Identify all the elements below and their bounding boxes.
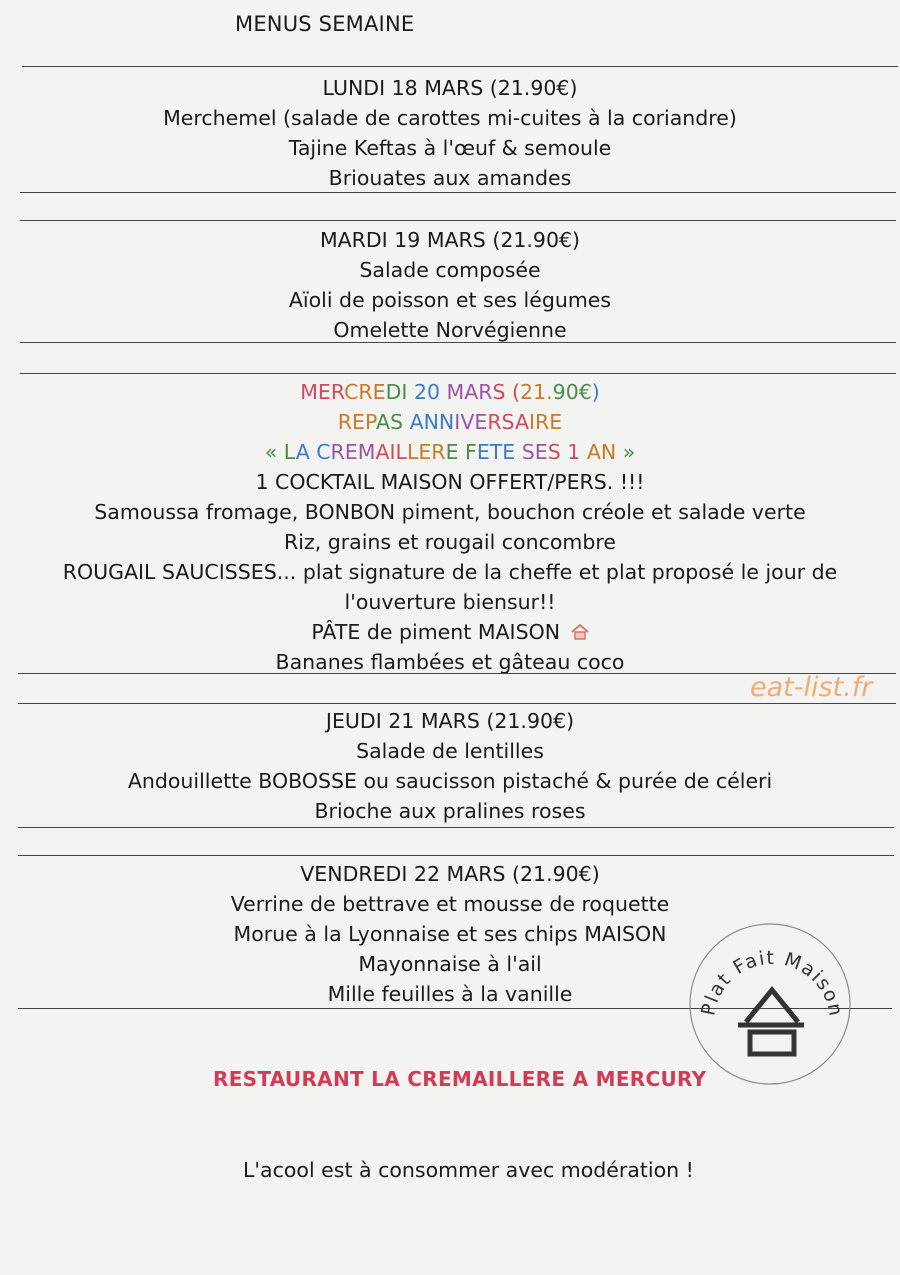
divider xyxy=(20,192,896,193)
menu-line: Samoussa fromage, BONBON piment, bouchon créole et salade verte xyxy=(94,500,806,524)
rainbow-chunk: 20 xyxy=(413,380,447,404)
rainbow-chunk: MER xyxy=(300,380,345,404)
rainbow-chunk: » xyxy=(616,440,636,464)
rainbow-chunk: RSA xyxy=(487,410,529,434)
day-monday xyxy=(0,73,900,193)
divider xyxy=(18,703,896,704)
rainbow-chunk: ETE xyxy=(476,440,516,464)
menu-line: Morue à la Lyonnaise et ses chips MAISON xyxy=(233,922,667,946)
menu-line-with-icon xyxy=(0,617,900,647)
menu-line: Riz, grains et rougail concombre xyxy=(284,530,616,554)
menu-line: Bananes flambées et gâteau coco xyxy=(275,650,625,674)
rainbow-chunk: LER xyxy=(406,440,446,464)
rainbow-chunk: AIL xyxy=(375,440,407,464)
rainbow-chunk: AS xyxy=(376,410,410,434)
day-wednesday xyxy=(0,377,900,677)
day-heading: MARDI 19 MARS (21.90€) xyxy=(319,228,581,252)
menu-line: PÂTE de piment MAISON xyxy=(311,620,561,644)
menu-line: Mayonnaise à l'ail xyxy=(358,952,542,976)
divider xyxy=(18,855,894,856)
menu-line: l'ouverture biensur!! xyxy=(344,590,556,614)
watermark: eat-list.fr xyxy=(750,672,873,703)
menu-title: MENUS SEMAINE xyxy=(235,12,415,36)
event-subheading xyxy=(0,407,900,437)
rainbow-chunk: REM xyxy=(330,440,376,464)
day-heading xyxy=(0,377,900,407)
menu-line: Omelette Norvégienne xyxy=(333,318,567,342)
menu-line: Verrine de bettrave et mousse de roquette xyxy=(230,892,670,916)
rainbow-chunk: 21. xyxy=(520,380,553,404)
day-heading: JEUDI 21 MARS (21.90€) xyxy=(325,709,575,733)
plat-fait-maison-stamp xyxy=(688,922,852,1086)
rainbow-chunk: IRE xyxy=(528,410,563,434)
house-icon xyxy=(571,618,589,648)
rainbow-chunk: 90€ xyxy=(552,380,592,404)
rainbow-chunk: DI xyxy=(385,380,414,404)
rainbow-chunk: S ( xyxy=(492,380,521,404)
rainbow-chunk: A C xyxy=(295,440,331,464)
menu-line: ROUGAIL SAUCISSES... plat signature de la cheffe et plat proposé le jour de xyxy=(62,560,838,584)
menu-line: Salade composée xyxy=(359,258,541,282)
svg-text:Plat Fait Maison xyxy=(697,947,847,1019)
menu-line: Brioche aux pralines roses xyxy=(314,799,586,823)
divider xyxy=(18,827,894,828)
divider xyxy=(20,220,896,221)
day-heading: VENDREDI 22 MARS (21.90€) xyxy=(300,862,600,886)
divider xyxy=(20,342,896,343)
menu-line: 1 COCKTAIL MAISON OFFERT/PERS. !!! xyxy=(255,470,645,494)
rainbow-chunk: AN xyxy=(580,440,617,464)
rainbow-chunk: CRE xyxy=(344,380,386,404)
rainbow-chunk: ANN xyxy=(409,410,455,434)
day-heading: LUNDI 18 MARS (21.90€) xyxy=(322,76,578,100)
rainbow-chunk: IVE xyxy=(454,410,488,434)
menu-line: Salade de lentilles xyxy=(356,739,544,763)
rainbow-chunk: REP xyxy=(337,410,377,434)
divider xyxy=(22,66,898,67)
menu-line: Mille feuilles à la vanille xyxy=(327,982,573,1006)
menu-line: Andouillette BOBOSSE ou saucisson pistaché & purée de céleri xyxy=(127,769,773,793)
rainbow-chunk: SE xyxy=(515,440,548,464)
rainbow-chunk: E F xyxy=(445,440,477,464)
alcohol-disclaimer: L'acool est à consommer avec modération ! xyxy=(243,1158,694,1182)
menu-line: Merchemel (salade de carottes mi-cuites à la coriandre) xyxy=(163,106,737,130)
rainbow-chunk: S 1 xyxy=(547,440,581,464)
menu-line: Briouates aux amandes xyxy=(328,166,572,190)
rainbow-chunk: ) xyxy=(591,380,600,404)
menu-line: Tajine Keftas à l'œuf & semoule xyxy=(288,136,612,160)
divider xyxy=(20,373,896,374)
day-thursday xyxy=(0,706,900,826)
restaurant-name: RESTAURANT LA CREMAILLERE A MERCURY xyxy=(213,1067,707,1091)
day-tuesday xyxy=(0,225,900,345)
rainbow-chunk: MAR xyxy=(446,380,493,404)
menu-line: Aïoli de poisson et ses légumes xyxy=(288,288,612,312)
event-tagline xyxy=(0,437,900,467)
stamp-text: Plat Fait Maison xyxy=(697,946,847,1019)
rainbow-chunk: « L xyxy=(264,440,296,464)
